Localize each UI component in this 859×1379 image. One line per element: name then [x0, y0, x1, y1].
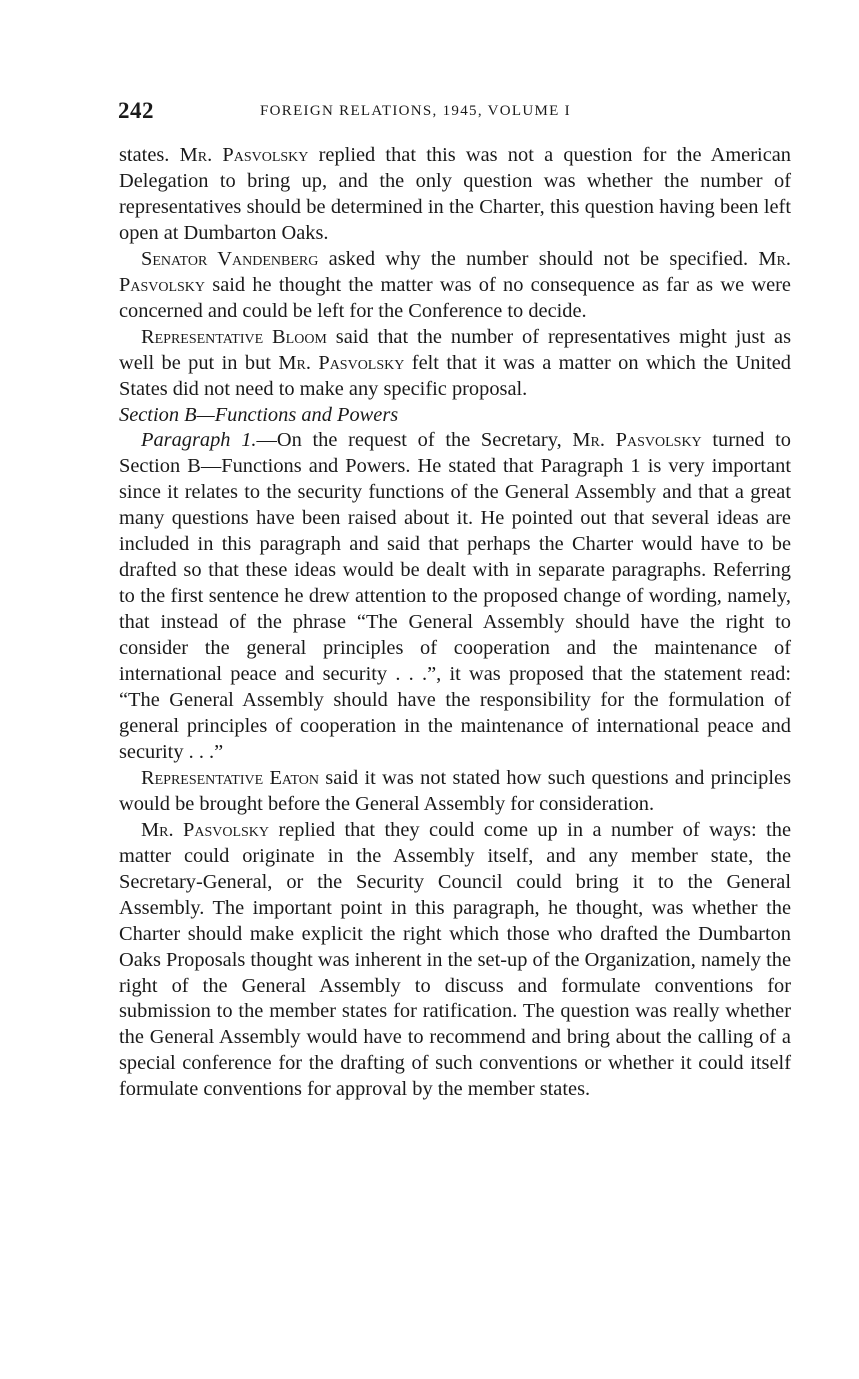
text-run: said that the number of representatives might just as well be put in but: [119, 325, 791, 374]
paragraph: [119, 247, 791, 325]
paragraph: [119, 428, 791, 765]
speaker-name: Mr. Pasvolsky: [179, 144, 309, 166]
section-heading: Section B—Functions and Powers: [119, 403, 399, 426]
speaker-name: Representative Bloom: [141, 325, 327, 348]
text-run: replied that this was not a question for the American Delegation to bring up, and the only question was whether the number of representatives should be determined in the Charter, this question having been left open at Dumbarton Oaks.: [119, 144, 791, 244]
running-head: FOREIGN RELATIONS, 1945, VOLUME I: [260, 103, 571, 119]
speaker-name: Representative Eaton: [141, 766, 319, 789]
text-run: states.: [119, 144, 180, 166]
paragraph-label: Paragraph 1.: [141, 429, 257, 452]
text-run: said he thought the matter was of no consequence as far as we were concerned and could be left for the Conference to decide.: [119, 273, 791, 322]
speaker-name: Mr. Pasvolsky: [572, 429, 702, 452]
page-header: [118, 98, 790, 132]
paragraph: [119, 325, 791, 403]
paragraph: [119, 143, 791, 247]
text-run: asked why the number should not be specified.: [318, 247, 759, 270]
speaker-name: Senator Vandenberg: [141, 247, 319, 270]
paragraph: [119, 766, 791, 818]
text-run: —On the request of the Secretary,: [256, 429, 573, 452]
text-run: turned to Section B—Functions and Powers. He stated that Paragraph 1 is very important since it relates to the security functions of the General Assembly and that a great many questions have been raised about it. He pointed out that several ideas are included in this paragraph and said that perhaps the Charter would have to be drafted so that these ideas would be dealt with in separate paragraphs. Referring to the first sentence he drew attention to the proposed change of wording, namely, that instead of the phrase “The General Assembly should have the right to consider the general principles of cooperation and the maintenance of international peace and security . . .”, it was proposed that the statement read: “The General Assembly should have the responsibility for the formulation of general principles of cooperation in the maintenance of international peace and security . . .”: [119, 429, 792, 763]
text-run: felt that it was a matter on which the United States did not need to make any specific proposal.: [119, 351, 792, 400]
speaker-name: Mr. Pasvolsky: [119, 247, 791, 296]
text-run: said it was not stated how such questions and principles would be brought before the General Assembly for consideration.: [119, 766, 791, 815]
speaker-name: Mr. Pasvolsky: [141, 818, 270, 841]
speaker-name: Mr. Pasvolsky: [278, 351, 405, 374]
page-number: 242: [118, 98, 154, 123]
document-body: [119, 143, 791, 1103]
text-run: replied that they could come up in a number of ways: the matter could originate in the Assembly itself, and any member state, the Secretary-General, or the Security Council could bring it to the General Assembly. The important point in this paragraph, he thought, was whether the Charter should make explicit the right which those who drafted the Dumbarton Oaks Proposals thought was inherent in the set-up of the Organization, namely the right of the General Assembly to discuss and formulate conventions for submission to the member states for ratification. The question was really whether the General Assembly would have to recommend and bring about the calling of a special conference for the drafting of such conventions or whether it could itself formulate conventions for approval by the member states.: [119, 818, 791, 1101]
paragraph: [119, 818, 791, 1103]
